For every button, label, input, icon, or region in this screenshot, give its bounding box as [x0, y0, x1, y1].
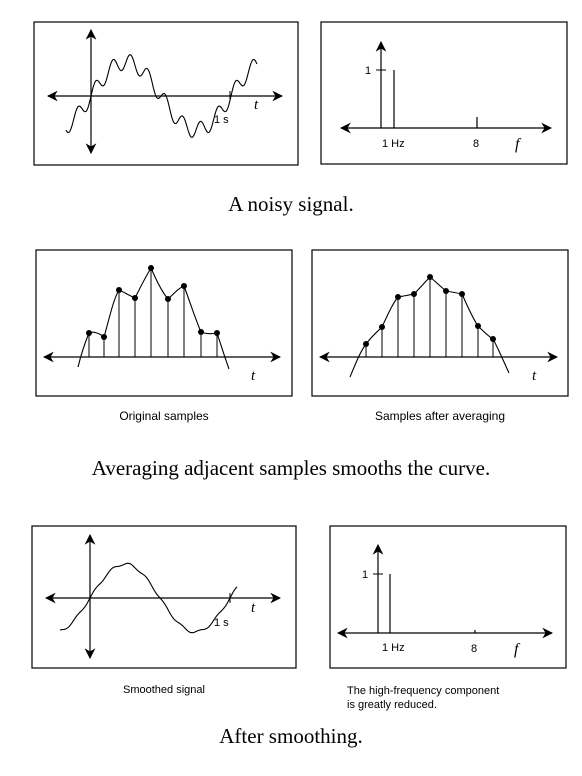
original-samples-label: Original samples: [119, 409, 209, 423]
amplitude-tick-label: 1: [362, 569, 369, 581]
time-tick-label: 1 s: [214, 617, 229, 629]
freq-tick-1hz-label: 1 Hz: [382, 138, 405, 150]
panel-frame: [330, 526, 566, 668]
original-sample-point: [181, 283, 187, 289]
panel-frame: [32, 526, 296, 668]
original-sample-point: [214, 330, 220, 336]
original-sample-point: [86, 330, 92, 336]
frequency-axis-label: f: [514, 641, 519, 658]
averaged-samples-panel: [312, 250, 568, 396]
original-sample-point: [116, 287, 122, 293]
original-sample-curve: [78, 268, 229, 369]
time-axis-label: t: [532, 368, 537, 384]
freq-tick-8-label: 8: [473, 138, 480, 150]
freq-tick-1hz-label: 1 Hz: [382, 642, 405, 654]
averaged-sample-point: [459, 291, 465, 297]
original-sample-point: [101, 334, 107, 340]
noisy-signal-panel: [34, 22, 298, 165]
time-axis-label: t: [251, 368, 256, 384]
averaged-sample-point: [490, 336, 496, 342]
averaged-sample-point: [427, 274, 433, 280]
averaged-sample-point: [411, 291, 417, 297]
original-sample-point: [148, 265, 154, 271]
reduced-component-line-2: is greatly reduced.: [347, 699, 437, 711]
averaged-sample-point: [363, 341, 369, 347]
smoothing-caption: After smoothing.: [219, 724, 363, 748]
averaged-sample-point: [475, 323, 481, 329]
smoothed-signal-label: Smoothed signal: [123, 684, 205, 696]
original-sample-point: [198, 329, 204, 335]
original-sample-point: [165, 296, 171, 302]
time-axis-label: t: [251, 600, 256, 616]
original-sample-stems: [86, 265, 220, 357]
smoothed-spectrum-panel: [330, 526, 566, 668]
freq-tick-8-label: 8: [471, 643, 478, 655]
smoothed-signal-panel: [32, 526, 296, 668]
noisy-spectrum-panel: [321, 22, 567, 164]
original-sample-point: [132, 295, 138, 301]
averaged-samples-label: Samples after averaging: [374, 409, 506, 423]
amplitude-tick-label: 1: [365, 65, 372, 77]
averaged-sample-stems: [363, 274, 496, 357]
averaging-caption: Averaging adjacent samples smooths the curve.: [91, 456, 491, 480]
reduced-component-line-1: The high-frequency component: [347, 685, 500, 697]
panel-frame: [321, 22, 567, 164]
time-axis-label: t: [254, 97, 259, 113]
time-tick-label: 1 s: [214, 114, 229, 126]
panel-frame: [312, 250, 568, 396]
averaged-sample-point: [379, 324, 385, 330]
panel-frame: [34, 22, 298, 165]
original-samples-panel: [36, 250, 292, 396]
frequency-axis-label: f: [515, 136, 520, 153]
noisy-signal-caption: A noisy signal.: [228, 192, 354, 216]
reduced-component-label: [347, 684, 577, 712]
averaged-sample-point: [395, 294, 401, 300]
averaged-sample-point: [443, 288, 449, 294]
